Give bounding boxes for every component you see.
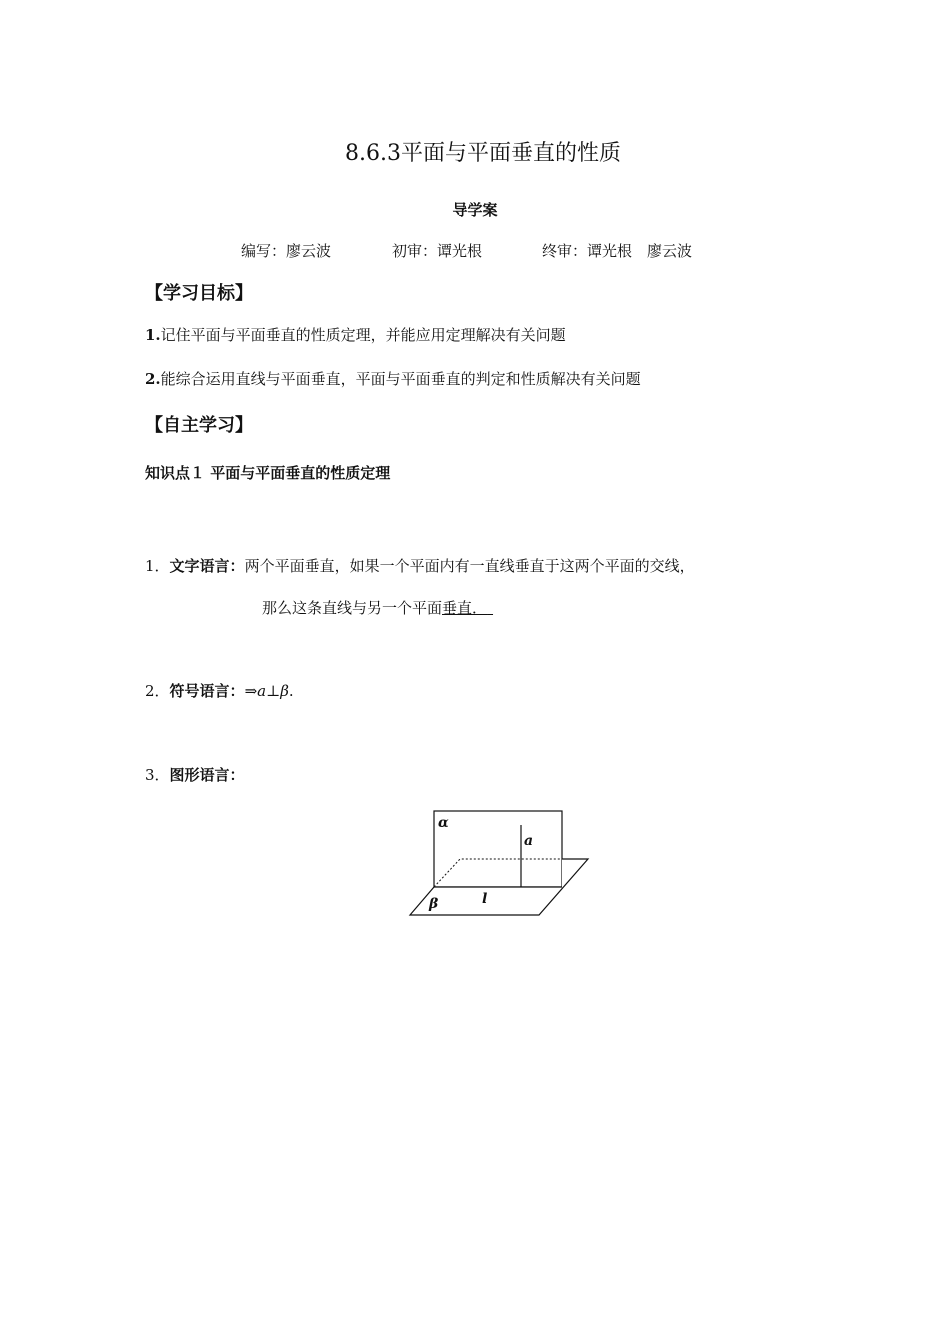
objective-text: 能综合运用直线与平面垂直，平面与平面垂直的判定和性质解决有关问题 bbox=[160, 370, 641, 388]
item-label: 图形语言： bbox=[169, 766, 245, 784]
objectives-heading: 【学习目标】 bbox=[145, 283, 253, 304]
page-subtitle: 导学案 bbox=[452, 201, 498, 219]
label-a: a bbox=[524, 833, 534, 849]
period: . bbox=[288, 682, 294, 700]
knowledge-point-title: 知识点１ 平面与平面垂直的性质定理 bbox=[145, 464, 391, 482]
objective-number: 2. bbox=[145, 370, 161, 388]
symbol-language-line bbox=[145, 680, 294, 701]
objective-number: 1. bbox=[145, 326, 161, 344]
perpendicular-planes-figure bbox=[400, 800, 600, 925]
fill-in-answer: 垂直． bbox=[442, 599, 488, 617]
item-label: 文字语言： bbox=[169, 557, 245, 575]
var-a: a bbox=[257, 682, 267, 700]
label-alpha: α bbox=[438, 815, 449, 831]
item-number: 1． bbox=[145, 557, 170, 575]
objective-item-2 bbox=[145, 368, 641, 389]
hidden-edge bbox=[434, 859, 562, 887]
author-editor: 编写：廖云波 bbox=[241, 242, 332, 260]
implies-symbol: ⇒ bbox=[244, 682, 258, 700]
plane-alpha bbox=[434, 811, 562, 887]
text-language-line-1 bbox=[145, 555, 695, 576]
objective-text: 记住平面与平面垂直的性质定理，并能应用定理解决有关问题 bbox=[160, 326, 566, 344]
var-beta: β bbox=[280, 682, 289, 700]
author-final-review: 终审：谭光根 廖云波 bbox=[542, 242, 693, 260]
label-beta: β bbox=[429, 896, 439, 912]
figure-language-line bbox=[145, 764, 245, 785]
author-first-review: 初审：谭光根 bbox=[392, 242, 483, 260]
label-l: l bbox=[482, 891, 488, 907]
item-number: 2． bbox=[145, 682, 170, 700]
self-study-heading: 【自主学习】 bbox=[145, 415, 253, 436]
item-number: 3． bbox=[145, 766, 170, 784]
item-text: 两个平面垂直，如果一个平面内有一直线垂直于这两个平面的交线， bbox=[244, 557, 695, 575]
item-label: 符号语言： bbox=[169, 682, 245, 700]
perp-symbol: ⊥ bbox=[266, 682, 281, 700]
item-text: 那么这条直线与另一个平面 bbox=[262, 599, 443, 617]
text-language-line-2 bbox=[262, 597, 493, 618]
objective-item-1 bbox=[145, 324, 566, 345]
page-title: 8.6.3平面与平面垂直的性质 bbox=[345, 141, 621, 166]
